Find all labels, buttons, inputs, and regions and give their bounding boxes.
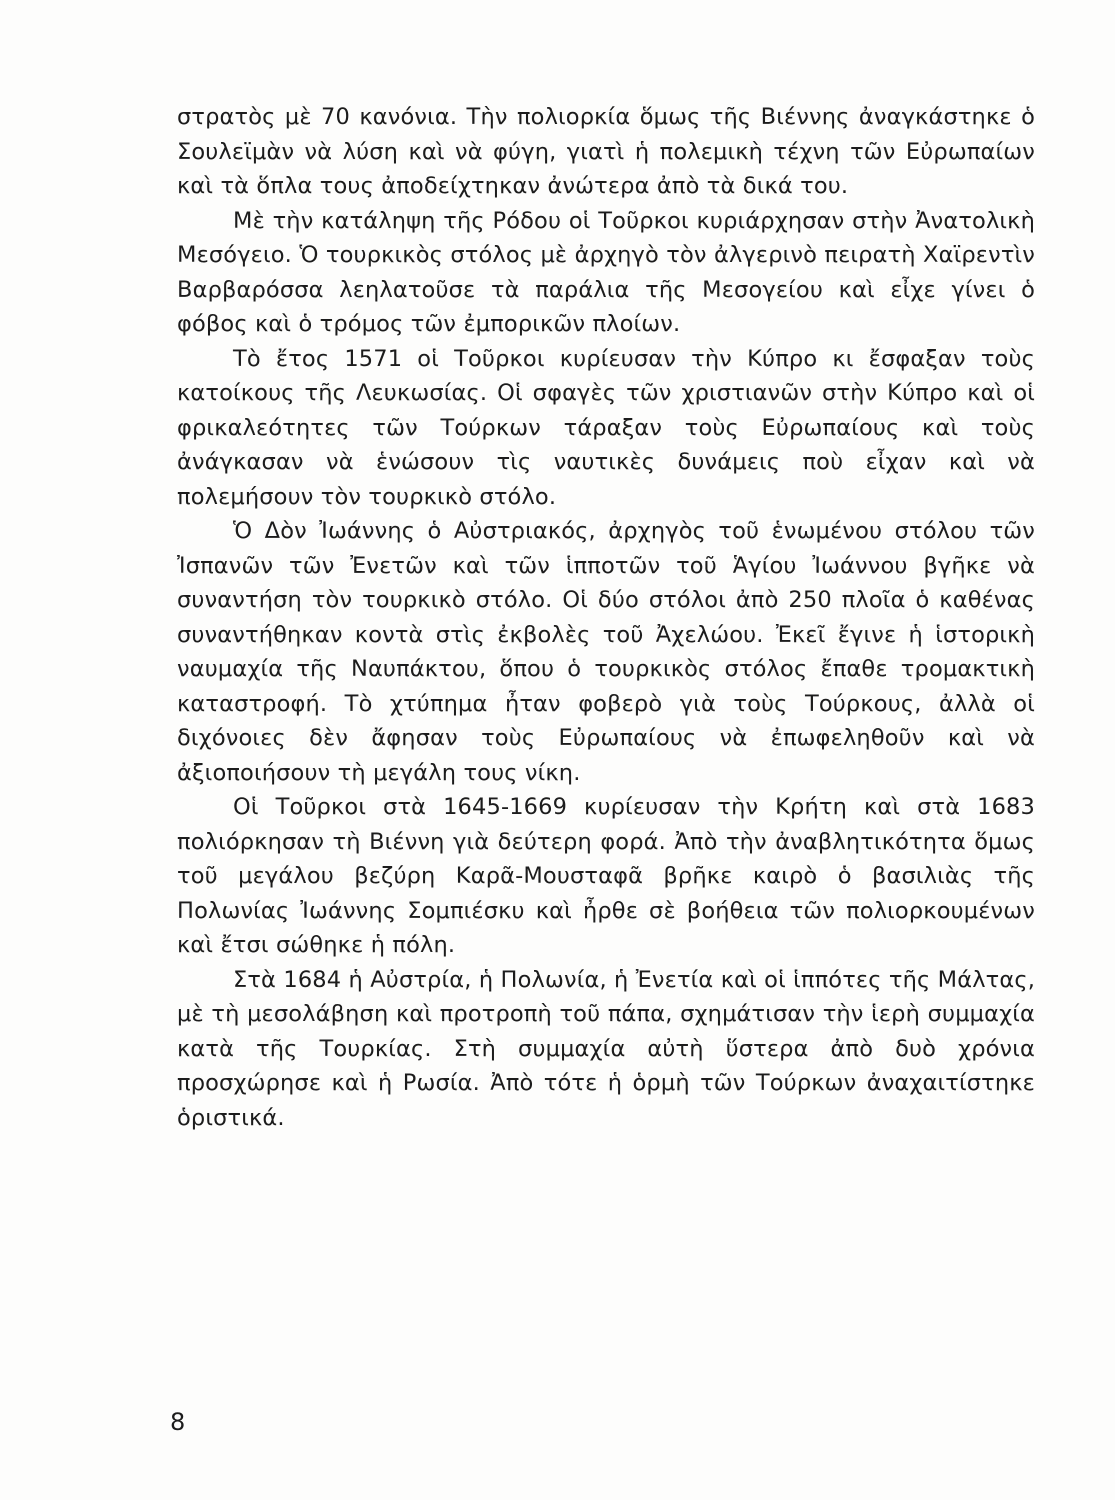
paragraph-3: Τὸ ἔτος 1571 οἱ Τοῦρκοι κυρίευσαν τὴν Κύπρο κι ἔσφαξαν τοὺς κατοίκους τῆς Λευκωσίας. Οἱ σφαγὲς τῶν χριστιανῶν στὴν Κύπρο καὶ οἱ φρικαλεότητες τῶν Τούρκων τάραξαν τοὺς Εὐρωπαίους καὶ τοὺς ἀνάγκασαν νὰ ἑνώσουν τὶς ναυτικὲς δυνάμεις ποὺ εἶχαν καὶ νὰ πολεμήσουν τὸν τουρκικὸ στόλο. <box>177 345 1035 510</box>
body-text <box>177 100 1035 1135</box>
paragraph-5: Οἱ Τοῦρκοι στὰ 1645-1669 κυρίευσαν τὴν Κρήτη καὶ στὰ 1683 πολιόρκησαν τὴ Βιέννη γιὰ δεύτερη φορά. Ἀπὸ τὴν ἀναβλητικότητα ὅμως τοῦ μεγάλου βεζύρη Καρᾶ-Μουσταφᾶ βρῆκε καιρὸ ὁ βασιλιὰς τῆς Πολωνίας Ἰωάννης Σομπιέσκυ καὶ ἦρθε σὲ βοήθεια τῶν πολιορκουμένων καὶ ἔτσι σώθηκε ἡ πόλη. <box>177 794 1035 958</box>
paragraph-6: Στὰ 1684 ἡ Αὐστρία, ἡ Πολωνία, ἡ Ἐνετία καὶ οἱ ἱππότες τῆς Μάλτας, μὲ τὴ μεσολάβηση καὶ προτροπὴ τοῦ πάπα, σχημάτισαν τὴν ἱερὴ συμμαχία κατὰ τῆς Τουρκίας. Στὴ συμμαχία αὐτὴ ὕστερα ἀπὸ δυὸ χρόνια προσχώρησε καὶ ἡ Ρωσία. Ἀπὸ τότε ἡ ὁρμὴ τῶν Τούρκων ἀναχαιτίστηκε ὁριστικά. <box>177 966 1035 1131</box>
paragraph-4: Ὁ Δὸν Ἰωάννης ὁ Αὐστριακός, ἀρχηγὸς τοῦ ἑνωμένου στόλου τῶν Ἰσπανῶν τῶν Ἐνετῶν καὶ τῶν ἱπποτῶν τοῦ Ἁγίου Ἰωάννου βγῆκε νὰ συναντήση τὸν τουρκικὸ στόλο. Οἱ δύο στόλοι ἀπὸ 250 πλοῖα ὁ καθένας συναντήθηκαν κοντὰ στὶς ἐκβολὲς τοῦ Ἀχελώου. Ἐκεῖ ἔγινε ἡ ἱστορικὴ ναυμαχία τῆς Ναυπάκτου, ὅπου ὁ τουρκικὸς στόλος ἔπαθε τρομακτικὴ καταστροφή. Τὸ χτύπημα ἦταν φοβερὸ γιὰ τοὺς Τούρκους, ἀλλὰ οἱ διχόνοιες δὲν ἄφησαν τοὺς Εὐρωπαίους νὰ ἐπωφεληθοῦν καὶ νὰ ἀξιοποιήσουν τὴ μεγάλη τους νίκη. <box>177 518 1035 786</box>
page-number: 8 <box>170 1408 186 1436</box>
paragraph-2: Μὲ τὴν κατάληψη τῆς Ρόδου οἱ Τοῦρκοι κυριάρχησαν στὴν Ἀνατολικὴ Μεσόγειο. Ὁ τουρκικὸς στόλος μὲ ἀρχηγὸ τὸν ἀλγερινὸ πειρατὴ Χαϊρεντὶν Βαρβαρόσσα λεηλατοῦσε τὰ παράλια τῆς Μεσογείου καὶ εἶχε γίνει ὁ φόβος καὶ ὁ τρόμος τῶν ἐμπορικῶν πλοίων. <box>177 207 1035 337</box>
paragraph-1: στρατὸς μὲ 70 κανόνια. Τὴν πολιορκία ὅμως τῆς Βιέννης ἀναγκάστηκε ὁ Σουλεϊμὰν νὰ λύση καὶ νὰ φύγη, γιατὶ ἡ πολεμικὴ τέχνη τῶν Εὐρωπαίων καὶ τὰ ὅπλα τους ἀποδείχτηκαν ἀνώτερα ἀπὸ τὰ δικά του. <box>177 104 1035 199</box>
